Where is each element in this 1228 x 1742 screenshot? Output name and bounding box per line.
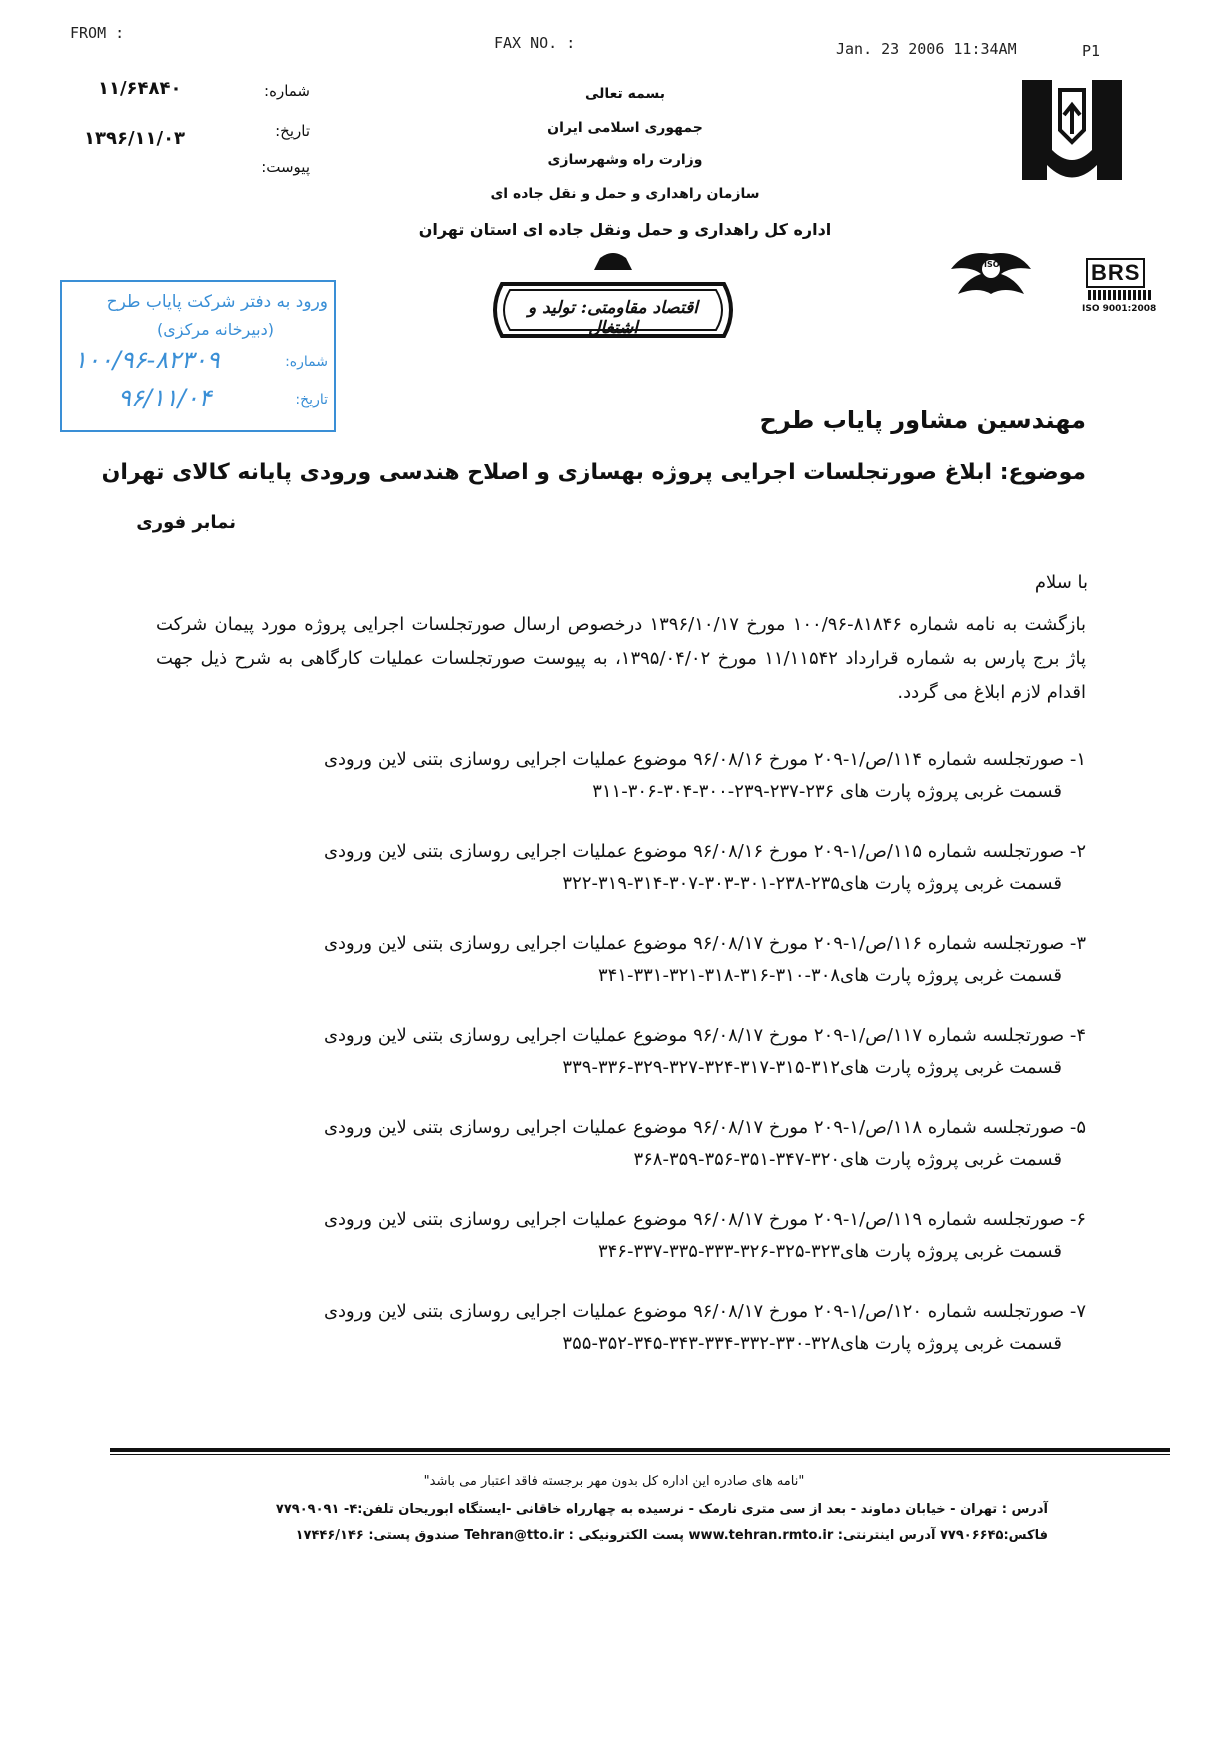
- list-item-line1: ۳- صورتجلسه شماره ۱۱۶/ص/۱-۲۰۹ مورخ ۹۶/۰۸/۱۷ موضوع عملیات اجرایی روسازی بتنی لاین ورودی: [323, 933, 1086, 954]
- urgency: نمابر فوری: [136, 512, 236, 533]
- slogan-text: اقتصاد مقاومتی: تولید و اشتغال: [528, 298, 698, 338]
- stamp-date-value: ۹۶/۱۱/۰۴: [118, 384, 212, 412]
- footer-contact: فاکس:۷۷۹۰۶۶۴۵ آدرس اینترنتی: www.tehran.rmto.ir پست الکترونیکی : Tehran@tto.ir صندوق پستی: ۱۷۴۴۶/۱۴۶: [295, 1528, 1048, 1543]
- iqnet-iso-label: ISO: [984, 260, 1000, 269]
- stamp-title: ورود به دفتر شرکت پایاب طرح: [106, 292, 328, 312]
- header-ministry: وزارت راه وشهرسازی: [547, 152, 703, 168]
- list-item-line1: ۵- صورتجلسه شماره ۱۱۸/ص/۱-۲۰۹ مورخ ۹۶/۰۸/۱۷ موضوع عملیات اجرایی روسازی بتنی لاین ورودی: [323, 1117, 1086, 1138]
- iso-cert-label: ISO 9001:2008: [1082, 304, 1157, 314]
- ministry-logo-icon: [1012, 70, 1132, 200]
- brs-cert-logo: [1080, 240, 1160, 320]
- list-item-line1: ۴- صورتجلسه شماره ۱۱۷/ص/۱-۲۰۹ مورخ ۹۶/۰۸/۱۷ موضوع عملیات اجرایی روسازی بتنی لاین ورودی: [323, 1025, 1086, 1046]
- list-item: [156, 928, 1086, 992]
- brs-label: BRS: [1086, 258, 1145, 288]
- letter-number-value: ۱۱/۶۴۸۴۰: [98, 78, 182, 99]
- list-item: [156, 836, 1086, 900]
- list-item: [156, 1020, 1086, 1084]
- list-item-line2: قسمت غربی پروژه پارت های۳۰۸-۳۱۰-۳۱۶-۳۱۸-۳۲۱-۳۳۱-۳۴۱: [597, 965, 1062, 986]
- items-list: [156, 744, 1086, 1360]
- list-item-line2: قسمت غربی پروژه پارت های ۲۳۶-۲۳۷-۲۳۹-۳۰۰-۳۰۴-۳۰۶-۳۱۱: [592, 781, 1062, 802]
- header-department: اداره کل راهداری و حمل ونقل جاده ای استان تهران: [418, 220, 832, 239]
- brs-barcode: [1088, 290, 1152, 300]
- list-item-line1: ۱- صورتجلسه شماره ۱۱۴/ص/۱-۲۰۹ مورخ ۹۶/۰۸/۱۶ موضوع عملیات اجرایی روسازی بتنی لاین ورودی: [323, 749, 1086, 770]
- footer-note: "نامه های صادره این اداره کل بدون مهر برجسته فاقد اعتبار می باشد": [423, 1474, 805, 1489]
- header-republic: جمهوری اسلامی ایران: [547, 120, 703, 136]
- fax-page: P1: [1082, 42, 1101, 60]
- list-item-line2: قسمت غربی پروژه پارت های۳۲۰-۳۴۷-۳۵۱-۳۵۶-۳۵۹-۳۶۸: [633, 1149, 1062, 1170]
- fax-number-label: FAX NO. :: [494, 34, 576, 52]
- list-item: [156, 1296, 1086, 1360]
- list-item: [156, 1204, 1086, 1268]
- footer-divider-thin: [110, 1454, 1170, 1455]
- footer-address: آدرس : تهران - خیابان دماوند - بعد از سی متری نارمک - نرسیده به چهارراه خاقانی -ایستگاه ابوریحان تلفن:۴- ۷۷۹۰۹۰۹۱: [275, 1502, 1048, 1517]
- letter-attachment-label: پیوست:: [261, 158, 310, 176]
- slogan-emblem: [482, 248, 744, 356]
- letter-date-label: تاریخ:: [275, 122, 310, 140]
- list-item-line1: ۲- صورتجلسه شماره ۱۱۵/ص/۱-۲۰۹ مورخ ۹۶/۰۸/۱۶ موضوع عملیات اجرایی روسازی بتنی لاین ورودی: [323, 841, 1086, 862]
- letter-meta: [70, 78, 310, 188]
- subject: موضوع: ابلاغ صورتجلسات اجرایی پروژه بهسازی و اصلاح هندسی ورودی پایانه کالای تهران: [101, 460, 1086, 485]
- list-item-line2: قسمت غربی پروژه پارت های۳۲۳-۳۲۵-۳۲۶-۳۳۳-۳۳۵-۳۳۷-۳۴۶: [597, 1241, 1062, 1262]
- footer-divider: [110, 1448, 1170, 1452]
- received-stamp: [60, 280, 336, 432]
- letterhead: [380, 80, 870, 250]
- iqnet-cert-logo: [946, 244, 1036, 314]
- list-item-line1: ۷- صورتجلسه شماره ۱۲۰/ص/۱-۲۰۹ مورخ ۹۶/۰۸/۱۷ موضوع عملیات اجرایی روسازی بتنی لاین ورودی: [323, 1301, 1086, 1322]
- letter-date-value: ۱۳۹۶/۱۱/۰۳: [84, 128, 186, 149]
- list-item-line2: قسمت غربی پروژه پارت های۳۱۲-۳۱۵-۳۱۷-۳۲۴-۳۲۷-۳۲۹-۳۳۶-۳۳۹: [562, 1057, 1062, 1078]
- recipient: مهندسین مشاور پایاب طرح: [759, 406, 1086, 434]
- letter-number-label: شماره:: [264, 82, 310, 100]
- list-item-line2: قسمت غربی پروژه پارت های۲۳۵-۲۳۸-۳۰۱-۳۰۳-۳۰۷-۳۱۴-۳۱۹-۳۲۲: [562, 873, 1062, 894]
- list-item-line2: قسمت غربی پروژه پارت های۳۲۸-۳۳۰-۳۳۲-۳۳۴-۳۴۳-۳۴۵-۳۵۲-۳۵۵: [562, 1333, 1062, 1354]
- header-organization: سازمان راهداری و حمل و نقل جاده ای: [490, 186, 760, 202]
- list-item: [156, 744, 1086, 808]
- stamp-number-value: ۱۰۰/۹۶-۸۲۳۰۹: [74, 346, 220, 374]
- body-paragraph: بازگشت به نامه شماره ۸۱۸۴۶-۱۰۰/۹۶ مورخ ۱۳۹۶/۱۰/۱۷ درخصوص ارسال صورتجلسات اجرایی پروژه مورد پیمان شرکت پاژ برج پارس به شماره قرارداد ۱۱/۱۱۵۴۲ مورخ ۱۳۹۵/۰۴/۰۲، به پیوست صورتجلسات عملیات کارگاهی به شرح ذیل جهت اقدام لازم ابلاغ می گردد.: [156, 614, 1086, 703]
- list-item-line1: ۶- صورتجلسه شماره ۱۱۹/ص/۱-۲۰۹ مورخ ۹۶/۰۸/۱۷ موضوع عملیات اجرایی روسازی بتنی لاین ورودی: [323, 1209, 1086, 1230]
- stamp-subtitle: (دبیرخانه مرکزی): [157, 320, 274, 339]
- greeting: با سلام: [1034, 572, 1088, 593]
- header-bismillah: بسمه تعالی: [584, 86, 666, 102]
- fax-datetime: Jan. 23 2006 11:34AM: [836, 40, 1017, 58]
- ministry-logo: [1012, 70, 1132, 200]
- wings-icon: [946, 244, 1036, 314]
- fax-from: FROM :: [70, 24, 125, 42]
- stamp-number-label: شماره:: [285, 354, 328, 370]
- list-item: [156, 1112, 1086, 1176]
- stamp-date-label: تاریخ:: [295, 392, 328, 408]
